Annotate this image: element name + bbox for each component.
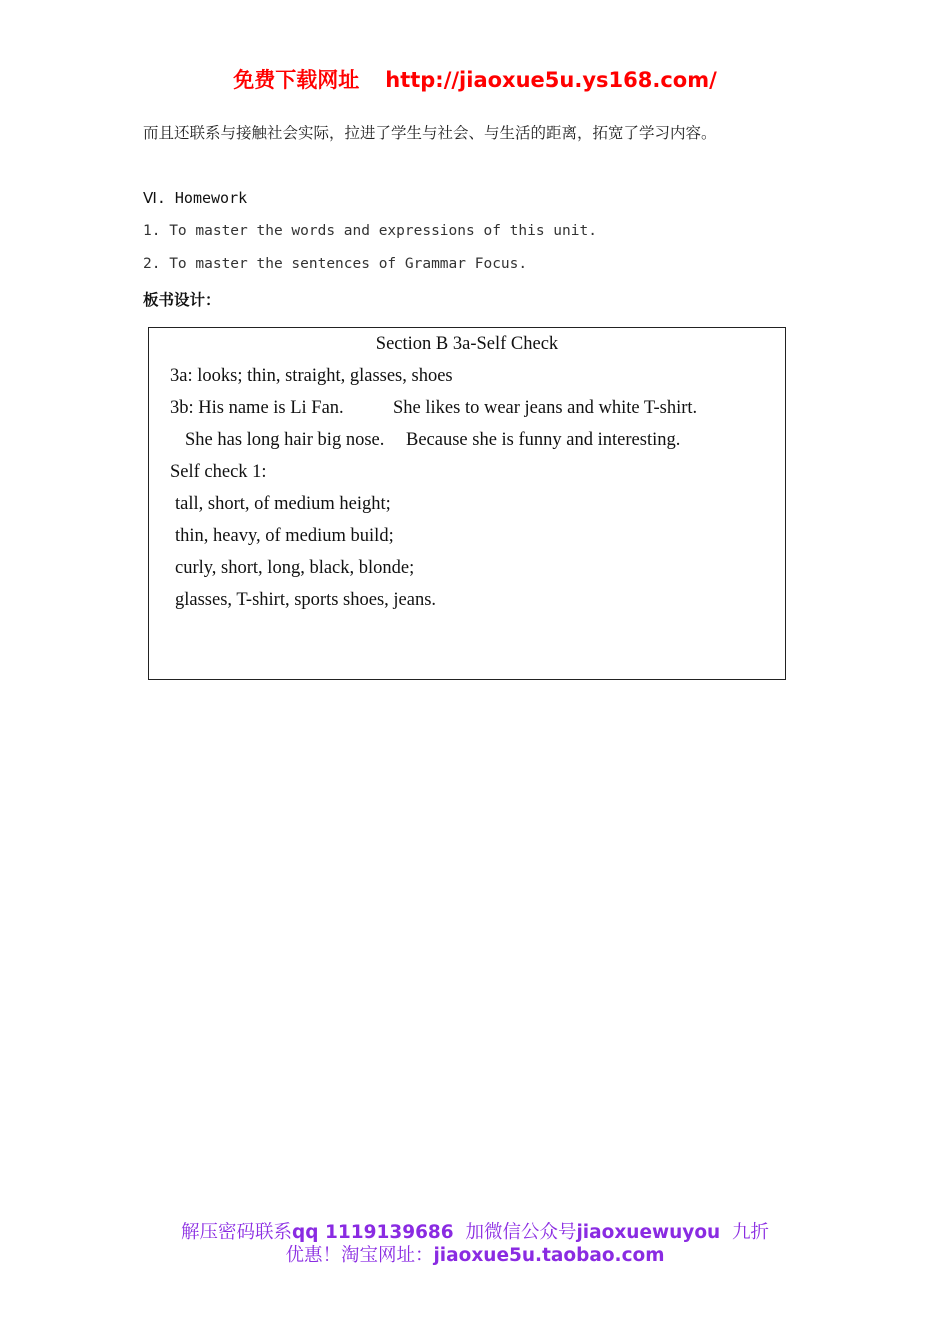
header-label: 免费下载网址 — [233, 68, 360, 92]
board-design-heading: 板书设计： — [143, 291, 221, 309]
board-line-3b: She likes to wear jeans and white T-shirt. — [393, 398, 698, 418]
footer-shop-link[interactable]: jiaoxue5u.taobao.com — [433, 1245, 665, 1266]
homework-heading: Ⅵ. Homework — [143, 189, 248, 207]
board-line-3a: 3a: looks; thin, straight, glasses, shoes — [170, 366, 453, 386]
homework-item: 2. To master the sentences of Grammar Focus. — [143, 256, 528, 272]
header-url-link[interactable]: http://jiaoxue5u.ys168.com/ — [385, 68, 717, 92]
footer-text: 九折 — [731, 1222, 769, 1243]
footer-text: 优惠！淘宝网址： — [285, 1245, 434, 1266]
header-banner — [0, 64, 950, 94]
self-check-item: tall, short, of medium height; — [175, 494, 391, 514]
footer-text: 解压密码联系 — [181, 1222, 293, 1243]
self-check-item: glasses, T-shirt, sports shoes, jeans. — [175, 590, 437, 610]
footer-shop-line — [0, 1241, 950, 1267]
footer-text: 加微信公众号 — [465, 1222, 577, 1243]
homework-item: 1. To master the words and expressions of this unit. — [143, 223, 597, 239]
footer-qq: qq 1119139686 — [292, 1222, 454, 1243]
board-title: Section B 3a-Self Check — [375, 334, 559, 354]
self-check-item: curly, short, long, black, blonde; — [175, 558, 415, 578]
board-line-3b: Because she is funny and interesting. — [406, 430, 681, 450]
board-line-3b: She has long hair big nose. — [185, 430, 385, 450]
footer-wechat: jiaoxuewuyou — [576, 1222, 721, 1243]
self-check-heading: Self check 1: — [170, 462, 267, 482]
board-line-3b: 3b: His name is Li Fan. — [170, 398, 344, 418]
self-check-item: thin, heavy, of medium build; — [175, 526, 394, 546]
intro-paragraph: 而且还联系与接触社会实际，拉进了学生与社会、与生活的距离，拓宽了学习内容。 — [143, 124, 717, 142]
